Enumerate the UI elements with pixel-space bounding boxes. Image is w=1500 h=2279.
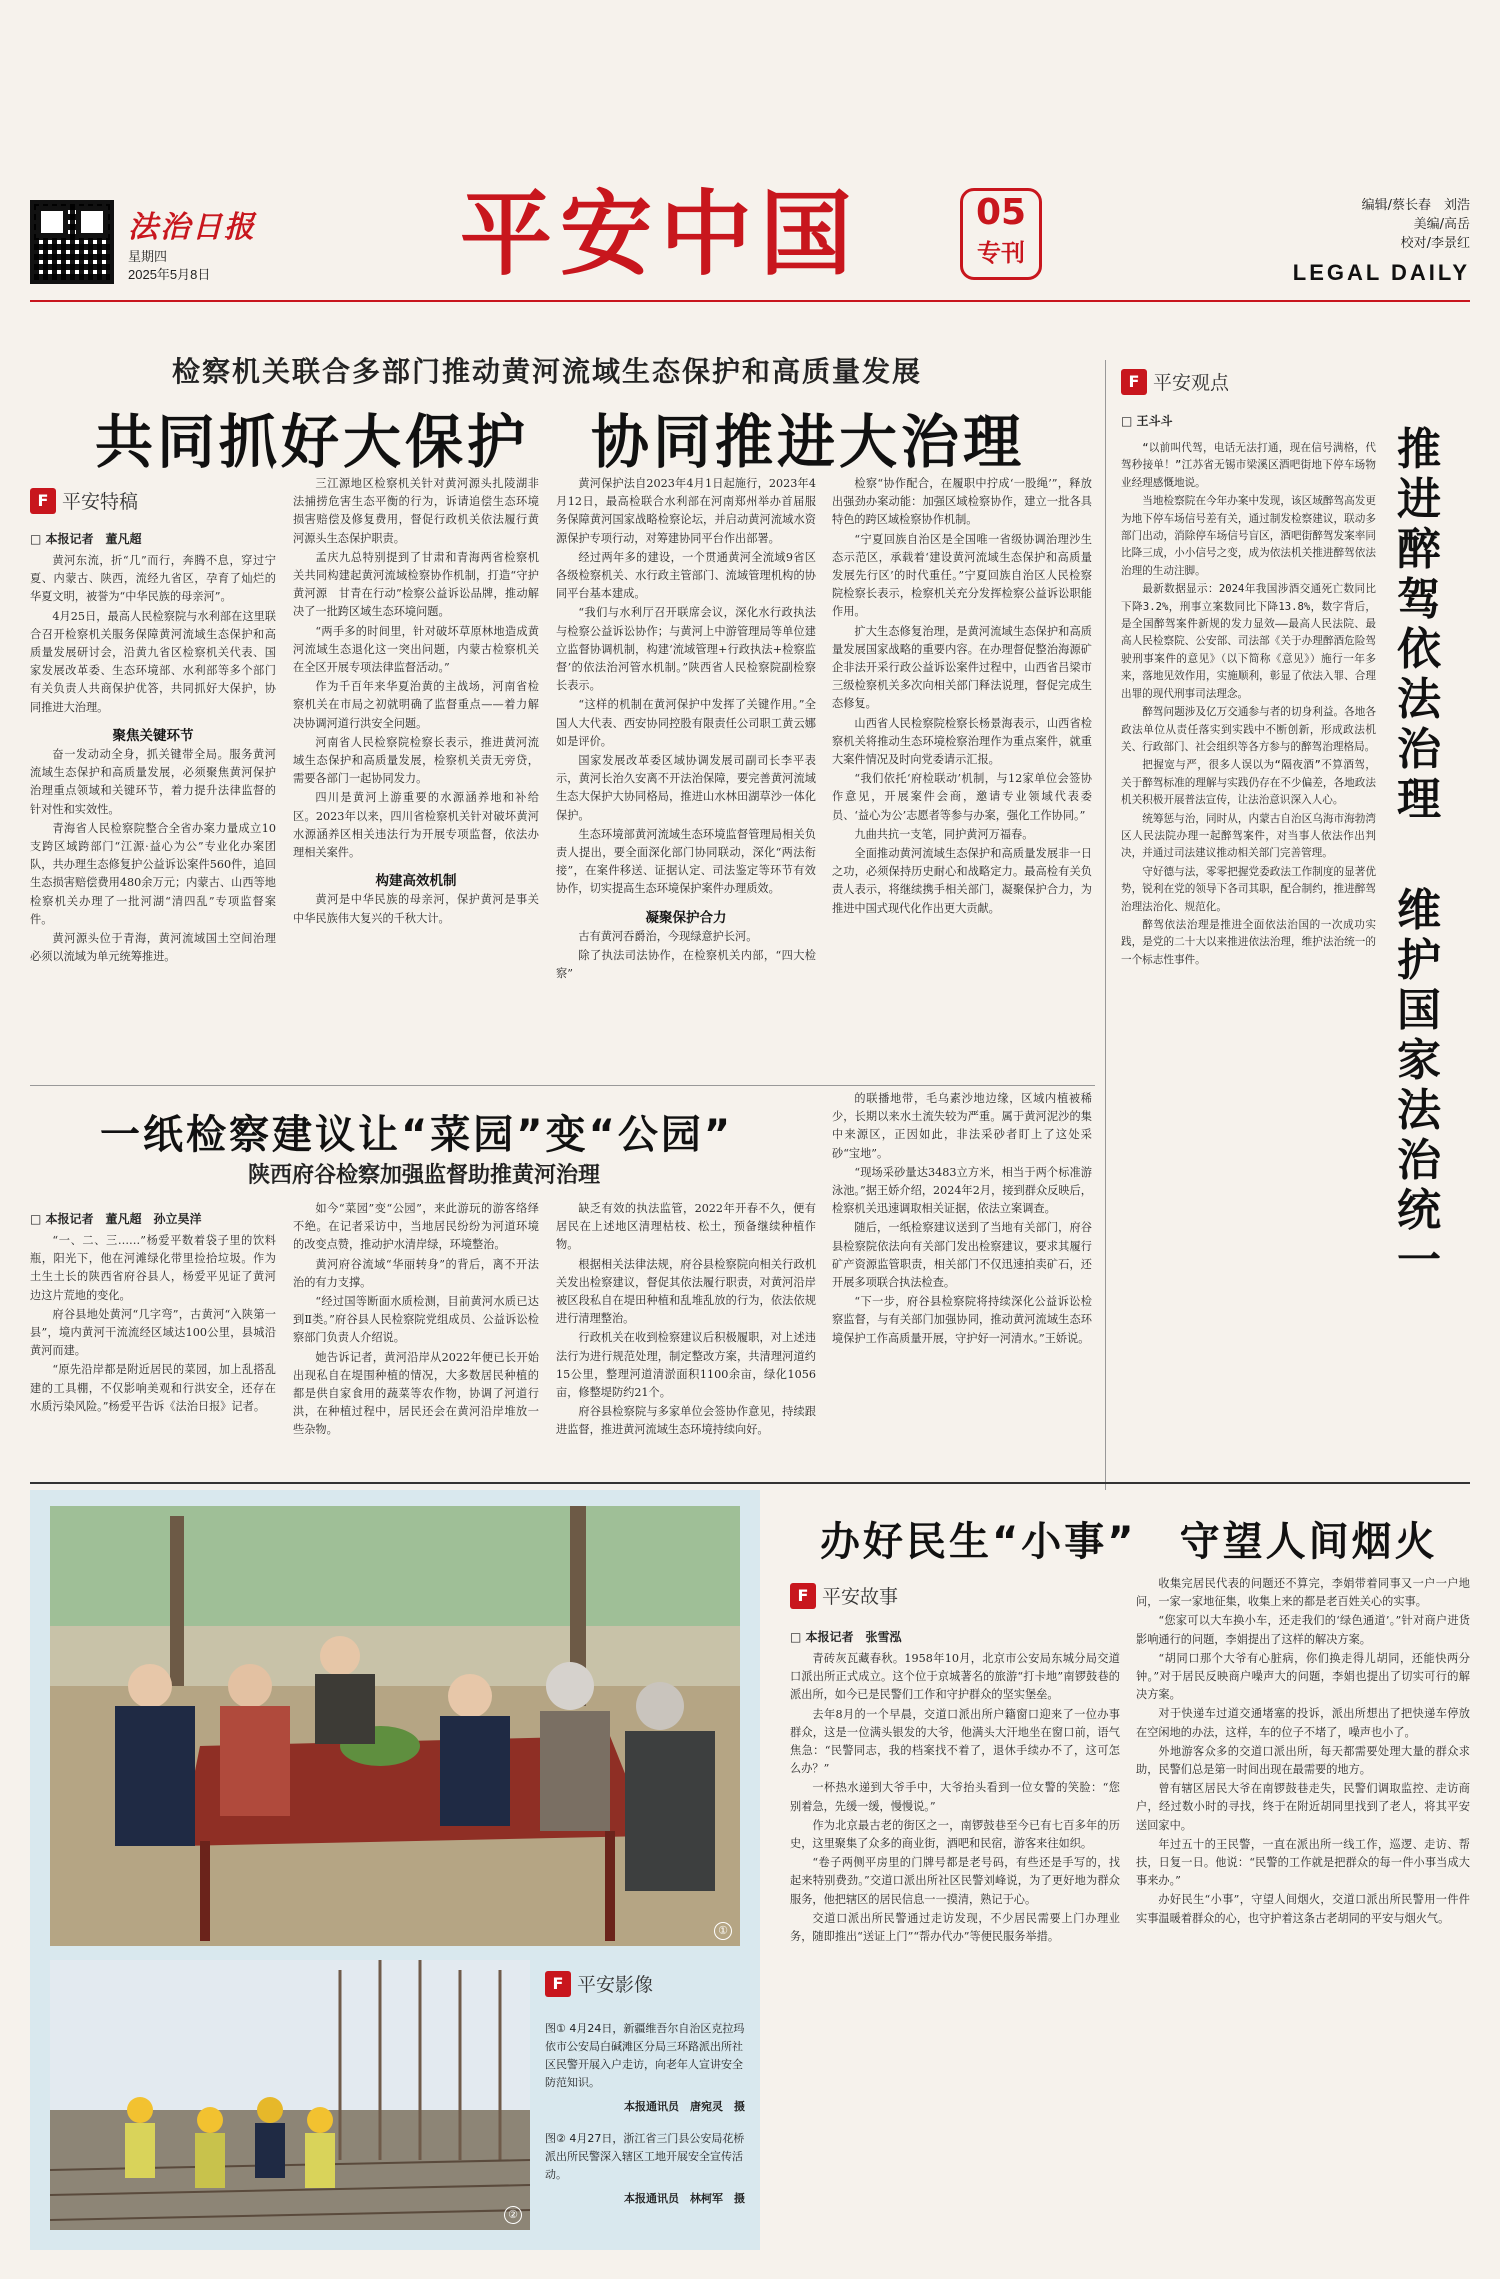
paragraph: “胡同口那个大爷有心脏病，你们换走得儿胡同，还能快两分钟。”对于居民反映商户噪声大的问题，李娟也提出了切实可行的解决方案。	[1136, 1651, 1470, 1702]
paragraph: 府谷县地处黄河“几字弯”，古黄河“入陕第一县”，境内黄河干流流经区域达100公里，县城沿黄河而建。	[30, 1307, 276, 1358]
paragraph: 检察“协作配合，在履职中拧成‘一股绳’”，释放出强劲办案动能：加强区域检察协作，建立一批各具特色的跨区域检察协作机制。	[832, 477, 1092, 527]
opinion-vertical-title-2[interactable]: 维护国家法治统一	[1397, 885, 1441, 1286]
f-logo-icon: F	[30, 488, 56, 514]
column-tag-story	[790, 1582, 898, 1609]
paragraph: “这样的机制在黄河保护中发挥了关键作用。”全国人大代表、西安协同控股有限责任公司职工黄云娜如是评价。	[556, 698, 816, 748]
paragraph: 河南省人民检察院检察长表示，推进黄河流域生态保护和高质量发展，检察机关责无旁贷，需要各部门一起协同发力。	[293, 735, 539, 786]
paragraph: “原先沿岸都是附近居民的菜园，加上乱搭乱建的工具棚，不仅影响美观和行洪安全，还存在水质污染风险。”杨爱平告诉《法治日报》记者。	[30, 1363, 276, 1413]
credit-1: 本报通讯员 唐宛灵 摄	[624, 2100, 745, 2113]
article1-column-1	[30, 552, 276, 1067]
photo-number-badge: ①	[714, 1922, 732, 1940]
paragraph: 随后，一纸检察建议送到了当地有关部门，府谷县检察院依法向有关部门发出检察建议，要求其履行矿产资源监管职责，相关部门不仅迅速拍卖矿石，还开展多项联合执法检查。	[832, 1221, 1092, 1290]
article2-subtitle: 陕西府谷检察加强监督助推黄河治理	[248, 1163, 601, 1188]
f-logo-icon: F	[545, 1971, 571, 1997]
paragraph: 的联播地带，毛乌素沙地边缘，区域内植被稀少，长期以来水土流失较为严重。属于黄河泥沙的集中来源区，正因如此，非法采砂者盯上了这处采砂“宝地”。	[832, 1092, 1092, 1160]
paragraph: “以前叫代驾，电话无法打通，现在信号满格，代驾秒接单！”江苏省无锡市梁溪区酒吧街地下停车场物业经理感慨地说。	[1121, 442, 1376, 489]
paragraph: 国家发展改革委区域协调发展司副司长李平表示，黄河长治久安离不开法治保障，要完善黄河流域生态大保护大协同格局，推进山水林田湖草沙一体化保护。	[556, 754, 816, 822]
opinion-body	[1121, 440, 1376, 1485]
paragraph: 交道口派出所民警通过走访发现，不少居民需要上门办理业务，随即推出“送证上门”“帮办代办”等便民服务举措。	[790, 1911, 1120, 1944]
section-title: 平安中国	[460, 181, 861, 288]
story-headline[interactable]: 办好民生“小事” 守望人间烟火	[820, 1519, 1438, 1565]
article1-column-4	[832, 475, 1092, 1067]
masthead-divider	[30, 300, 1470, 302]
paragraph: 办好民生“小事”，守望人间烟火，交道口派出所民警用一件件实事温暖着群众的心，也守护着这条古老胡同的平安与烟火气。	[1136, 1893, 1470, 1925]
paper-name: 法治日报	[128, 210, 256, 245]
column-tag-label: 平安影像	[577, 1974, 654, 1996]
paragraph: “我们依托‘府检联动’机制，与12家单位会签协作意见，开展案件会商，邀请专业领域代表委员、‘益心为公’志愿者等参与办案，强化工作协同。”	[832, 772, 1092, 822]
weekday: 星期四	[128, 249, 168, 264]
paragraph: 4月25日，最高人民检察院与水利部在这里联合召开检察机关服务保障黄河流域生态保护和高质量发展研讨会，沿黄九省区检察机关代表、国家发展改革委、生态环境部、水利部等多个部门有关负责人共商保护优答，共同抓好大保护，协同推进大治理。	[30, 609, 276, 714]
paragraph: 醉驾问题涉及亿万交通参与者的切身利益。各地各政法单位从责任落实到实践中不断创新，形成政法机关、行政部门、社会组织等各方参与的醉驾治理格局。	[1121, 706, 1376, 753]
editors-line: 校对/李景红	[1400, 236, 1470, 251]
paragraph: 黄河东流，折“几”而行，奔腾不息，穿过宁夏、内蒙古、陕西，流经九省区，孕育了灿烂的华夏文明，被誉为“中华民族的母亲河”。	[30, 554, 276, 604]
paragraph: 黄河保护法自2023年4月1日起施行，2023年4月12日，最高检联合水利部在河南郑州举办首届服务保障黄河国家战略检察论坛，并启动黄河流域水资源保护专项行动，对筹建协同平台作出部署。	[556, 477, 816, 545]
article1-headline[interactable]: 共同抓好大保护 协同推进大治理	[95, 408, 1026, 476]
paragraph: 缺乏有效的执法监管，2022年开春不久，便有居民在上述地区清理枯枝、松土，预备继续种植作物。	[556, 1202, 816, 1252]
paragraph: 除了执法司法协作，在检察机关内部，“四大检察”	[556, 949, 816, 981]
paragraph: 把握宽与严，很多人误以为“隔夜酒”不算酒驾，关于醉驾标准的理解与实践仍存在不少偏差，各地政法机关积极开展普法宣传，让法治意识深入人心。	[1121, 759, 1376, 807]
editors-credits	[1362, 196, 1470, 253]
paragraph: 她告诉记者，黄河沿岸从2022年便已长开始出现私自在堤围种植的情况，大多数居民种植的都是供自家食用的蔬菜等农作物，协调了河道行洪，在种植过程中，居民还会在黄河沿岸堆放一些杂物。	[293, 1350, 539, 1437]
editors-line: 美编/高岳	[1413, 217, 1470, 232]
article2-byline: □ 本报记者 董凡超 孙立昊洋	[30, 1212, 202, 1226]
edition-label: 专刊	[977, 239, 1025, 267]
article1-subhead-2: 构建高效机制	[375, 873, 457, 890]
paragraph: “我们与水利厅召开联席会议，深化水行政执法与检察公益诉讼协作；与黄河上中游管理局等单位建立监督协调机制，构建‘流域管理+行政执法+检察监督’的依法治河管水机制。”陕西省人民检察院副检察长表示。	[556, 606, 816, 693]
masthead	[30, 180, 1470, 290]
paragraph: 青砖灰瓦藏春秋。1958年10月，北京市公安局东城分局交道口派出所正式成立。这个位于京城著名的旅游“打卡地”南锣鼓巷的派出所，如今已是民警们工作和守护群众的坚实堡垒。	[790, 1652, 1120, 1702]
photo-captions	[545, 2020, 745, 2222]
paragraph: 黄河是中华民族的母亲河，保护黄河是事关中华民族伟大复兴的千秋大计。	[293, 893, 539, 925]
paragraph: “下一步，府谷县检察院将持续深化公益诉讼检察监督，与有关部门加强协同，推动黄河流域生态环境保护工作高质量开展，守护好一河清水。”王娇说。	[832, 1295, 1092, 1345]
column-divider	[1105, 360, 1106, 1490]
story-column-1	[790, 1650, 1120, 2260]
paragraph: 如今“菜园”变“公园”，来此游玩的游客络绎不绝。在记者采访中，当地居民纷纷为河道环境的改变点赞，推动护水清岸绿，环境整治。	[293, 1202, 539, 1252]
paragraph: 经过两年多的建设，一个贯通黄河全流域9省区各级检察机关、水行政主管部门、流域管理机构的协同平台基本建成。	[556, 550, 816, 601]
paragraph: 年过五十的王民警，一直在派出所一线工作，巡逻、走访、帮扶，日复一日。他说：“民警的工作就是把群众的每一件小事当成大事来办。”	[1136, 1837, 1470, 1888]
paragraph: 守好德与法，零零把握党委政法工作制度的显著优势，锐利在党的领导下各司其职，配合制约，推进醉驾治理法治化、规范化。	[1121, 865, 1376, 913]
opinion-vertical-title-1[interactable]: 推进醉驾依法治理	[1397, 424, 1441, 825]
paragraph: 孟庆九总特别提到了甘肃和青海两省检察机关共同构建起黄河流域检察协作机制，打造“守护黄河源 甘青在行动”检察公益诉讼品牌，推动解决了一批跨区域生态环境问题。	[293, 550, 539, 619]
qr-code-icon[interactable]	[30, 200, 114, 284]
paragraph: 作为千百年来华夏治黄的主战场，河南省检察机关在市局之初就明确了监督重点——着力解决协调河道行洪安全问题。	[293, 680, 539, 730]
paragraph: 醉驾依法治理是推进全面依法治国的一次成功实践，是党的二十大以来推进依法治理，维护法治统一的一个标志性事件。	[1121, 918, 1376, 966]
caption-2: 图② 4月27日，浙江省三门县公安局花桥派出所民警深入辖区工地开展安全宣传活动。	[545, 2132, 745, 2181]
caption-1: 图① 4月24日，新疆维吾尔自治区克拉玛依市公安局白碱滩区分局三环路派出所社区民警开展入户走访，向老年人宣讲安全防范知识。	[545, 2022, 745, 2089]
photo-site-visit[interactable]	[50, 1960, 530, 2230]
paragraph: 全面推动黄河流域生态保护和高质量发展非一日之功，必须保持历史耐心和战略定力。最高检有关负责人表示，将继续携手相关部门，凝聚保护合力，为推进中国式现代化作出更大贡献。	[832, 847, 1092, 915]
paragraph: “卷子两侧平房里的门牌号都是老号码，有些还是手写的，找起来特别费劲。”交道口派出所社区民警刘峰说，为了更好地为群众服务，他把辖区的居民信息一一摸清，熟记于心。	[790, 1856, 1120, 1906]
paragraph: 黄河源头位于青海，黄河流域国土空间治理必须以流域为单元统筹推进。	[30, 932, 276, 964]
edition-badge	[960, 188, 1042, 280]
paragraph: 最新数据显示：2024年我国涉酒交通死亡数同比下降3.2%，刑事立案数同比下降13.8%，数字背后，是全国醉驾案件新规的发力显效——最高人民法院、最高人民检察院、公安部、司法部《关于办理醉酒危险驾驶刑事案件的意见》（以下简称《意见》）施行一年多来，落地见效作用，实施顺利，彰显了依法入罪、合理出罪的现代刑事司法理念。	[1121, 583, 1376, 700]
column-tag-label: 平安观点	[1153, 372, 1230, 394]
article2-column-1	[30, 1232, 276, 1467]
photo1-illustration	[50, 1506, 740, 1946]
paragraph: 九曲共抗一支笔，同护黄河万福春。	[854, 827, 1034, 841]
paragraph: 黄河府谷流域“华丽转身”的背后，离不开法治的有力支撑。	[293, 1257, 539, 1289]
paragraph: 府谷县检察院与多家单位会签协作意见，持续跟进监督，推进黄河流域生态环境持续向好。	[556, 1405, 816, 1437]
paragraph: 扩大生态修复治理，是黄河流域生态保护和高质量发展国家战略的重要内容。在办理督促整治海源矿企非法开采行政公益诉讼案件过程中，山西省吕梁市三级检察机关多次向相关部门释法说理，督促完成生态修复。	[832, 624, 1092, 711]
paragraph: “现场采砂量达3483立方米，相当于两个标准游泳池。”据王娇介绍，2024年2月，接到群众反映后，检察机关迅速调取相关证据，依法立案调查。	[832, 1165, 1092, 1216]
photo-gallery-panel	[30, 1490, 760, 2250]
paragraph: “一、二、三……”杨爱平数着袋子里的饮料瓶，阳光下，他在河滩绿化带里捡拾垃圾。作为土生土长的陕西省府谷县人，杨爱平见证了黄河边这片荒地的变化。	[30, 1234, 276, 1302]
paragraph: “宁夏回族自治区是全国唯一省级协调治理沙生态示范区，承载着‘建设黄河流域生态保护和高质量发展先行区’的时代重任。”宁夏回族自治区人民检察院检察长表示，检察机关充分发挥检察公益诉讼职能作用。	[832, 532, 1092, 619]
paragraph: 奋一发动动全身，抓关键带全局。服务黄河流域生态保护和高质量发展，必须聚焦黄河保护治理重点领域和关键环节，着力提升法律监督的针对性和实效性。	[30, 748, 276, 816]
paragraph: 青海省人民检察院整合全省办案力量成立10支跨区域跨部门“江源·益心为公”专业化办案团队，共办理生态修复护公益诉讼案件560件，追回生态损害赔偿费用480余万元；内蒙古、山西等地检察机关办理了一批河湖“清四乱”专项监督案件。	[30, 821, 276, 926]
f-logo-icon: F	[790, 1583, 816, 1609]
paragraph: 古有黄河吞爵治，今现绿意护长河。	[578, 929, 758, 943]
paragraph: 对于快递车过道交通堵塞的投诉，派出所想出了把快递车停放在空闲地的办法，这样，车的位子不堵了，噪声也小了。	[1136, 1707, 1470, 1739]
column-tag-special	[30, 487, 138, 514]
article1-column-2	[293, 475, 539, 1067]
paragraph: 生态环境部黄河流域生态环境监督管理局相关负责人提出，要全面深化部门协同联动，深化“两法衔接”，在案件移送、证据认定、司法鉴定等环节有效协作，切实提高生态环境保护案件办理质效。	[556, 827, 816, 896]
paragraph: 收集完居民代表的问题还不算完，李娟带着同事又一户一户地问，一家一家地征集，收集上来的都是老百姓关心的实事。	[1136, 1577, 1470, 1609]
paragraph: 作为北京最古老的街区之一，南锣鼓巷至今已有七百多年的历史，这里聚集了众多的商业街，酒吧和民宿，游客来往如织。	[790, 1818, 1120, 1851]
story-byline: □ 本报记者 张雪泓	[790, 1630, 902, 1644]
column-tag-label: 平安故事	[822, 1586, 899, 1608]
issue-date: 2025年5月8日	[128, 267, 211, 282]
article1-subhead-1: 聚焦关键环节	[112, 727, 194, 744]
credit-2: 本报通讯员 林柯军 摄	[624, 2192, 745, 2205]
legal-daily-wordmark: LEGAL DAILY	[1292, 260, 1470, 285]
article2-headline[interactable]: 一纸检察建议让“菜园”变“公园”	[100, 1112, 734, 1158]
paragraph: “经过国等断面水质检测，目前黄河水质已达到Ⅱ类。”府谷县人民检察院党组成员、公益诉讼检察部门负责人介绍说。	[293, 1295, 539, 1345]
edition-number: 05	[975, 192, 1027, 233]
photo2-illustration	[50, 1960, 530, 2230]
paragraph: “两手多的时间里，针对破坏草原林地造成黄河流域生态退化这一突出问题，内蒙古检察机关在全区开展专项法律监督活动。”	[293, 624, 539, 675]
photo-number-badge: ②	[504, 2206, 522, 2224]
paragraph: 行政机关在收到检察建议后积极履职，对上述违法行为进行规范处理，制定整改方案，共清理河道约15公里，整理河道清淤面积1100余亩，绿化1056亩，修整堤防约21个。	[556, 1331, 816, 1400]
paragraph: 当地检察院在今年办案中发现，该区域醉驾高发更为地下停车场信号差有关，通过制发检察建议，联动多部门出动，消除停车场信号盲区，酒吧街醉驾发案率同比降三成，小小信号之变，成为依法机关推进醉驾依法治理的生动注脚。	[1121, 495, 1376, 577]
article1-column-3	[556, 475, 816, 1067]
editors-line: 编辑/蔡长春 刘浩	[1361, 198, 1470, 213]
paragraph: 四川是黄河上游重要的水源涵养地和补给区。2023年以来，四川省检察机关针对破坏黄河水源涵养区相关违法行为开展专项监督，依法办理相关案件。	[293, 791, 539, 860]
story-column-2	[1136, 1575, 1470, 2260]
paragraph: “您家可以大车换小车，还走我们的‘绿色通道’。”针对商户进货影响通行的问题，李娟提出了这样的解决方案。	[1136, 1614, 1470, 1646]
column-tag-opinion	[1121, 368, 1229, 395]
article1-kicker: 检察机关联合多部门推动黄河流域生态保护和高质量发展	[172, 355, 923, 388]
paragraph: 去年8月的一个早晨，交道口派出所户籍窗口迎来了一位办事群众，这是一位满头银发的大爷，他满头大汗地坐在窗口前，语气焦急：“民警同志，我的档案找不着了，退休手续办不了，这可怎么办？”	[790, 1707, 1120, 1776]
section-divider	[30, 1085, 1095, 1086]
paragraph: 外地游客众多的交道口派出所，每天都需要处理大量的群众求助，民警们总是第一时间出现在最需要的地方。	[1136, 1744, 1470, 1777]
article2-column-3	[556, 1200, 816, 1467]
paragraph: 曾有辖区居民大爷在南锣鼓巷走失，民警们调取监控、走访商户，经过数小时的寻找，终于在附近胡同里找到了老人，将其平安送回家中。	[1136, 1782, 1470, 1832]
f-logo-icon: F	[1121, 369, 1147, 395]
opinion-byline: □ 王斗斗	[1121, 414, 1173, 428]
article1-byline: □ 本报记者 董凡超	[30, 532, 142, 546]
paragraph: 统筹惩与治，同时从，内蒙古自治区乌海市海勃湾区人民法院办理一起醉驾案件，对当事人依法作出判决，并通过司法建议推动相关部门完善管理。	[1121, 812, 1376, 860]
section-divider	[30, 1482, 1470, 1484]
paragraph: 山西省人民检察院检察长杨景海表示，山西省检察机关将推动生态环境检察治理作为重点案件，就重大案件情况及时向党委请示汇报。	[832, 716, 1092, 767]
paragraph: 三江源地区检察机关针对黄河源头扎陵湖非法捕捞危害生态平衡的行为，诉请追偿生态环境损害赔偿及修复费用，督促行政机关依法履行黄河源头生态保护职责。	[293, 477, 539, 545]
article2-column-4	[832, 1090, 1092, 1467]
photo-police-visit[interactable]	[50, 1506, 740, 1946]
column-tag-gallery	[545, 1970, 653, 1997]
paragraph: 根据相关法律法规，府谷县检察院向相关行政机关发出检察建议，督促其依法履行职责，对黄河沿岸被区段私自在堤田种植和乱堆乱放的行为，依法依规进行清理整治。	[556, 1257, 816, 1326]
article2-column-2	[293, 1200, 539, 1467]
paragraph: 一杯热水递到大爷手中，大爷抬头看到一位女警的笑脸：“您别着急，先缓一缓，慢慢说。”	[790, 1781, 1120, 1813]
column-tag-label: 平安特稿	[62, 491, 139, 513]
date-block	[128, 248, 210, 284]
article1-subhead-3: 凝聚保护合力	[645, 909, 727, 926]
